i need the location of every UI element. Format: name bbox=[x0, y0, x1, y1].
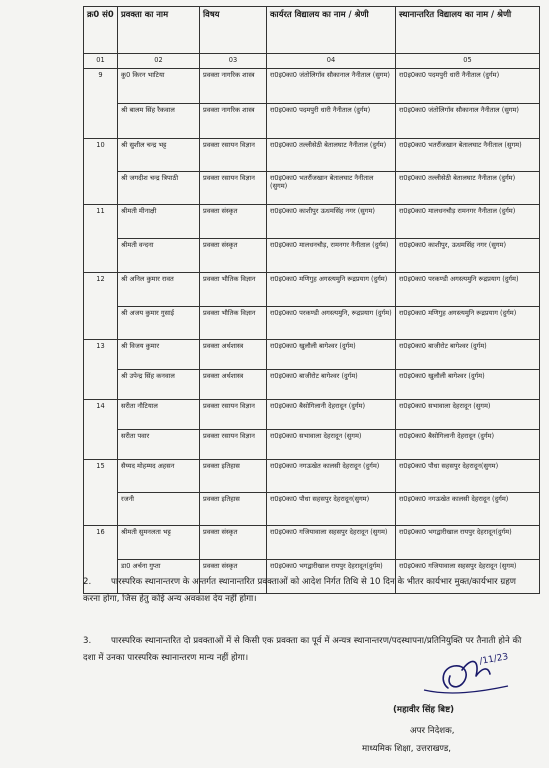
current-school-cell: रा0इ0का0 बाजीरोट बागेश्वर (दुर्गम) bbox=[267, 370, 396, 400]
serial-number-cell: 16 bbox=[84, 526, 118, 594]
current-school-cell: रा0इ0का0 खुलौली बागेश्वर (दुर्गम) bbox=[267, 340, 396, 370]
name-cell: कु0 किरन भाटिया bbox=[118, 69, 200, 104]
handwritten-signature bbox=[410, 646, 520, 706]
subject-cell: प्रवक्ता रसायन विज्ञान bbox=[200, 172, 267, 205]
paragraph-text: पारस्परिक स्थानान्तरण के अन्तर्गत स्थानान्तरित प्रवक्ताओं को आदेश निर्गत तिथि से 10 दिन के भीतर कार्यभार मुक्त/कार्यभार ग्रहण करना होगा, जिस हेतु कोई अन्य अवकाश देय नहीं होगा। bbox=[83, 577, 516, 604]
subject-cell: प्रवक्ता रसायन विज्ञान bbox=[200, 430, 267, 460]
table-row bbox=[84, 139, 540, 172]
table-row bbox=[84, 205, 540, 239]
paragraph-2 bbox=[83, 574, 535, 608]
subject-cell: प्रवक्ता अर्थशास्त्र bbox=[200, 340, 267, 370]
transfer-school-cell: रा0इ0का0 गजियावाला सहसपुर देहरादून (सुगम) bbox=[396, 560, 540, 594]
transfer-school-cell: रा0इ0का0 भगद्वारीखाल रायपुर देहरादून(दुर्गम) bbox=[396, 526, 540, 560]
serial-number-cell: 12 bbox=[84, 273, 118, 340]
col-number: 03 bbox=[200, 54, 267, 69]
table-row bbox=[84, 370, 540, 400]
col-number: 02 bbox=[118, 54, 200, 69]
table-body bbox=[84, 69, 540, 594]
current-school-cell: रा0इ0का0 मालधनचौड़, रामनगर नैनीताल (दुर्गम) bbox=[267, 239, 396, 273]
transfer-school-cell: रा0इ0का0 परकण्डी अगस्त्यमुनि रूद्रप्रयाग (दुर्गम) bbox=[396, 273, 540, 307]
transfer-school-cell: रा0इ0का0 जंतोलिगॉव सौकानाल नैनीताल (सुगम) bbox=[396, 104, 540, 139]
header-transfer-school: स्थानान्तरित विद्यालय का नाम / श्रेणी bbox=[396, 7, 540, 54]
name-cell: सरीता पवार bbox=[118, 430, 200, 460]
col-number: 05 bbox=[396, 54, 540, 69]
transfer-school-cell: रा0इ0का0 तल्लीसेठी बेतालघाट नैनीताल (दुर्गम) bbox=[396, 172, 540, 205]
column-number-row bbox=[84, 54, 540, 69]
signatory-office: माध्यमिक शिक्षा, उत्तराखण्ड, bbox=[362, 744, 452, 754]
name-cell: सैय्यद मोहम्मद अहसन bbox=[118, 460, 200, 493]
current-school-cell: रा0इ0का0 परकण्डी अगस्त्यमुनि, रूद्रप्रयाग (दुर्गम) bbox=[267, 307, 396, 340]
header-current-school: कार्यरत विद्यालय का नाम / श्रेणी bbox=[267, 7, 396, 54]
table-row bbox=[84, 340, 540, 370]
table-row bbox=[84, 430, 540, 460]
current-school-cell: रा0इ0का0 काशीपुर ऊधमसिंह नगर (सुगम) bbox=[267, 205, 396, 239]
table-row bbox=[84, 273, 540, 307]
name-cell: श्रीमती सुमनलता भट्ट bbox=[118, 526, 200, 560]
subject-cell: प्रवक्ता रसायन विज्ञान bbox=[200, 139, 267, 172]
current-school-cell: रा0इ0का0 बैसोगिलानी देहरादून (दुर्गम) bbox=[267, 400, 396, 430]
subject-cell: प्रवक्ता नागरिक शास्त्र bbox=[200, 69, 267, 104]
subject-cell: प्रवक्ता भौतिक विज्ञान bbox=[200, 307, 267, 340]
current-school-cell: रा0इ0का0 जंतोलिगॉव सौकानाल नैनीताल (सुगम) bbox=[267, 69, 396, 104]
name-cell: रजनी bbox=[118, 493, 200, 526]
transfer-school-cell: रा0इ0का0 काशीपुर, ऊधमसिंह नगर (सुगम) bbox=[396, 239, 540, 273]
signatory-name: (महावीर सिंह बिष्ट) bbox=[393, 705, 455, 715]
signatory-designation: अपर निदेशक, bbox=[410, 726, 455, 736]
current-school-cell: रा0इ0का0 नगऊखेत कालसी देहरादून (दुर्गम) bbox=[267, 460, 396, 493]
subject-cell: प्रवक्ता संस्कृत bbox=[200, 560, 267, 594]
name-cell: श्री अनिल कुमार रावत bbox=[118, 273, 200, 307]
current-school-cell: रा0इ0का0 पदमपुरी धारी नैनीताल (दुर्गम) bbox=[267, 104, 396, 139]
table-row bbox=[84, 307, 540, 340]
paragraph-text: पारस्परिक स्थानान्तरित दो प्रवक्ताओं में से किसी एक प्रवक्ता का पूर्व में अन्यत्र स्थानान्तरण/पदस्थापना/प्रतिनियुक्ति पर तैनाती होने की दशा में उनका पारस्परिक स्थानान्तरण मान्य नहीं होगा। bbox=[83, 636, 522, 663]
serial-number-cell: 14 bbox=[84, 400, 118, 460]
transfer-school-cell: रा0इ0का0 बैसोगिलानी देहरादून (दुर्गम) bbox=[396, 430, 540, 460]
table-row bbox=[84, 104, 540, 139]
name-cell: श्री सुशील चन्द्र भट्ट bbox=[118, 139, 200, 172]
transfer-school-cell: रा0इ0का0 नगऊखेत कालसी देहरादून (दुर्गम) bbox=[396, 493, 540, 526]
name-cell: श्री अजय कुमार गुसाई bbox=[118, 307, 200, 340]
table-row bbox=[84, 493, 540, 526]
name-cell: श्री उपेन्द्र सिंह कनवाल bbox=[118, 370, 200, 400]
current-school-cell: रा0इ0का0 सभावाला देहरादून (सुगम) bbox=[267, 430, 396, 460]
subject-cell: प्रवक्ता संस्कृत bbox=[200, 205, 267, 239]
transfer-school-cell: रा0इ0का0 खुलौली बागेश्वर (दुर्गम) bbox=[396, 370, 540, 400]
current-school-cell: रा0इ0का0 भगद्वारीखाल रायपुर देहरादून(दुर्गम) bbox=[267, 560, 396, 594]
paragraph-number: 3. bbox=[83, 636, 92, 646]
serial-number-cell: 9 bbox=[84, 69, 118, 139]
current-school-cell: रा0इ0का0 मणिगुह अगस्त्यमुनि रूद्रप्रयाग (दुर्गम) bbox=[267, 273, 396, 307]
name-cell: श्री विजय कुमार bbox=[118, 340, 200, 370]
table-row bbox=[84, 460, 540, 493]
transfer-school-cell: रा0इ0का0 सभावाला देहरादून (सुगम) bbox=[396, 400, 540, 430]
current-school-cell: रा0इ0का0 गजियावाला सहसपुर देहरादून (सुगम) bbox=[267, 526, 396, 560]
transfer-school-cell: रा0इ0का0 पौधा सहसपुर देहरादून(सुगम) bbox=[396, 460, 540, 493]
subject-cell: प्रवक्ता नागरिक शास्त्र bbox=[200, 104, 267, 139]
header-sno: क्र0 सं0 bbox=[84, 7, 118, 54]
table-row bbox=[84, 69, 540, 104]
signature-date: /11/23 bbox=[478, 652, 510, 667]
name-cell: श्री जगदीश चन्द्र त्रिपाठी bbox=[118, 172, 200, 205]
transfer-school-cell: रा0इ0का0 मणिगुह अगस्त्यमुनि रूद्रप्रयाग (दुर्गम) bbox=[396, 307, 540, 340]
current-school-cell: रा0इ0का0 पौधा सहसपुर देहरादून(सुगम) bbox=[267, 493, 396, 526]
transfer-school-cell: रा0इ0का0 मालधनचौड़ रामनगर नैनीताल (दुर्गम) bbox=[396, 205, 540, 239]
header-name: प्रवक्ता का नाम bbox=[118, 7, 200, 54]
table-row bbox=[84, 239, 540, 273]
table-row bbox=[84, 526, 540, 560]
current-school-cell: रा0इ0का0 भतरौंजखान बेतालघाट नैनीताल (सुगम) bbox=[267, 172, 396, 205]
name-cell: डा0 अर्चना गुप्ता bbox=[118, 560, 200, 594]
transfer-school-cell: रा0इ0का0 पदमपुरी धारी नैनीताल (दुर्गम) bbox=[396, 69, 540, 104]
subject-cell: प्रवक्ता रसायन विज्ञान bbox=[200, 400, 267, 430]
transfer-school-cell: रा0इ0का0 भतरौंजखान बेतालघाट नैनीताल (सुगम) bbox=[396, 139, 540, 172]
col-number: 04 bbox=[267, 54, 396, 69]
name-cell: श्रीमती मीनाक्षी bbox=[118, 205, 200, 239]
table-row bbox=[84, 400, 540, 430]
name-cell: सरीता नौटियाल bbox=[118, 400, 200, 430]
serial-number-cell: 15 bbox=[84, 460, 118, 526]
transfer-school-cell: रा0इ0का0 बाजीरोट बागेश्वर (दुर्गम) bbox=[396, 340, 540, 370]
name-cell: श्री बालम सिंह रैकवाल bbox=[118, 104, 200, 139]
subject-cell: प्रवक्ता अर्थशास्त्र bbox=[200, 370, 267, 400]
serial-number-cell: 10 bbox=[84, 139, 118, 205]
col-number: 01 bbox=[84, 54, 118, 69]
header-subject: विषय bbox=[200, 7, 267, 54]
serial-number-cell: 11 bbox=[84, 205, 118, 273]
subject-cell: प्रवक्ता भौतिक विज्ञान bbox=[200, 273, 267, 307]
paragraph-number: 2. bbox=[83, 577, 92, 587]
current-school-cell: रा0इ0का0 तल्लीसेठी बेतालघाट नैनीताल (दुर्गम) bbox=[267, 139, 396, 172]
subject-cell: प्रवक्ता इतिहास bbox=[200, 493, 267, 526]
transfer-table bbox=[83, 6, 540, 594]
subject-cell: प्रवक्ता संस्कृत bbox=[200, 526, 267, 560]
subject-cell: प्रवक्ता संस्कृत bbox=[200, 239, 267, 273]
name-cell: श्रीमती वन्दना bbox=[118, 239, 200, 273]
serial-number-cell: 13 bbox=[84, 340, 118, 400]
table-row bbox=[84, 172, 540, 205]
subject-cell: प्रवक्ता इतिहास bbox=[200, 460, 267, 493]
table-header-row bbox=[84, 7, 540, 54]
